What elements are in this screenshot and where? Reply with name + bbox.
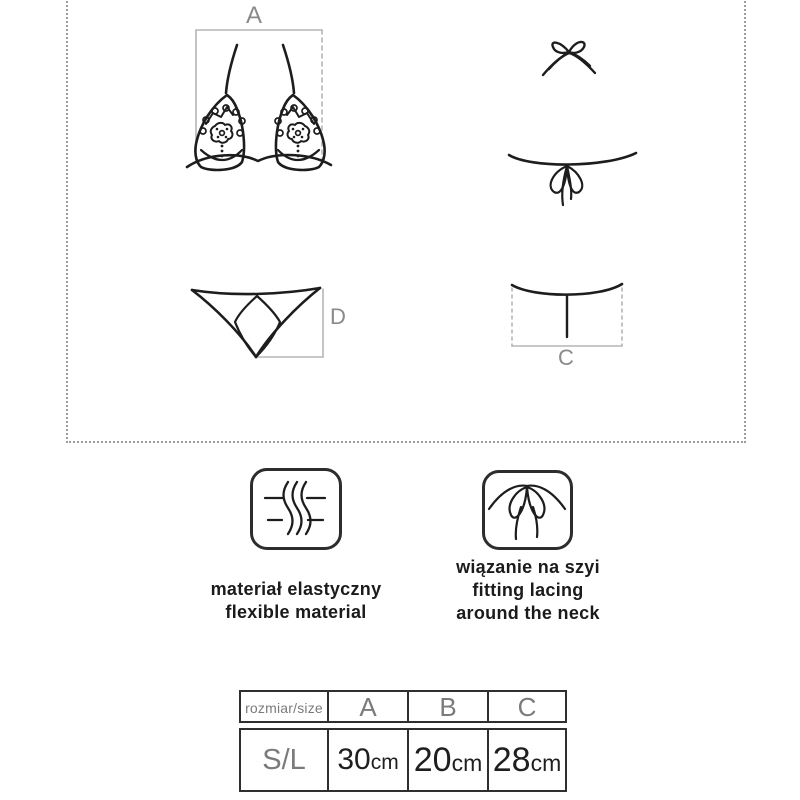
measure-unit: cm [370,751,399,774]
dimension-label-d: D [330,304,347,329]
neck-tie-drawing [543,42,595,75]
caption-line: materiał elastyczny [210,579,382,599]
size-table-header [239,690,567,723]
measure-unit: cm [451,749,483,776]
measure-number: 20 [413,740,452,779]
measure-unit: cm [530,749,562,776]
briefs-back-drawing [512,284,622,337]
neck-lacing-icon [482,470,573,550]
measure-number: 28 [492,740,531,779]
dimension-label-a: A [246,2,264,29]
caption-line: fitting lacing [472,580,584,600]
size-table [239,690,567,792]
caption-line: around the neck [456,603,600,623]
bra-front-drawing [187,45,331,170]
caption-line: wiązanie na szyi [456,557,600,577]
cell-measure-b [414,741,483,780]
dimension-label-c: C [558,345,575,370]
neck-lacing-caption [398,556,658,625]
caption-line: flexible material [225,602,367,622]
briefs-front-drawing [192,288,320,357]
cell-size-value: S/L [262,743,306,776]
flexible-material-caption [166,578,426,624]
header-cell-a: A [327,692,407,723]
cell-measure-a [337,743,398,777]
flexible-material-icon [250,468,342,550]
back-band-drawing [509,153,636,205]
header-cell-c: C [487,692,565,723]
header-cell-b: B [407,692,487,723]
cell-measure-c [493,741,562,780]
size-table-row [239,728,567,792]
header-cell-size: rozmiar/size [245,699,323,716]
measure-number: 30 [337,743,371,776]
